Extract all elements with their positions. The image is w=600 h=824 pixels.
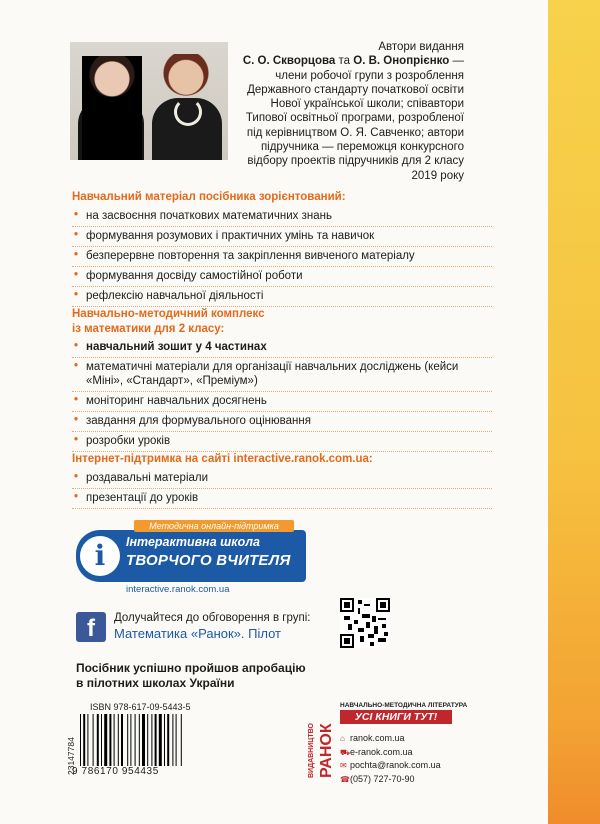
section2-list [72,338,492,452]
barcode-icon [78,714,218,766]
section1-heading: Навчальний матеріал посібника зорієнтований: [72,191,346,203]
barcode-number: 9 786170 954435 [72,766,159,777]
authors-line: члени робочої групи з розроблення [275,69,464,82]
authors-intro: Автори видання [378,41,464,53]
home-icon: ⌂ [340,734,345,743]
authors-line: 2019 року [411,169,464,182]
section2-heading: Навчально-методичний комплекс із математики для 2 класу: [72,308,265,335]
list-item: • роздавальні матеріали [72,469,492,489]
list-item: • завдання для формувального оцінювання [72,412,492,432]
facebook-icon[interactable]: f [76,612,106,642]
list-item: • рефлексію навчальної діяльності [72,287,492,307]
badge-url[interactable]: interactive.ranok.com.ua [126,584,230,595]
badge-top-label: Методична онлайн-підтримка [134,520,294,532]
badge-line1: Інтерактивна школа [126,535,260,549]
list-item: • презентації до уроків [72,489,492,509]
publisher-tagline: НАВЧАЛЬНО-МЕТОДИЧНА ЛІТЕРАТУРА [340,702,468,709]
section1-list [72,207,492,307]
side-stripe [548,0,600,824]
facebook-group-link[interactable]: Математика «Ранок». Пілот [114,626,281,641]
phone-icon: ☎ [340,774,350,784]
authors-names: С. О. Скворцова та О. В. Онопрієнко — [242,55,464,68]
list-item: • формування досвіду самостійної роботи [72,267,492,287]
contact-item[interactable]: ⌂ ranok.com.ua [340,732,441,746]
list-item: • розробки уроків [72,432,492,452]
qr-code-icon[interactable] [340,598,390,648]
publisher-slogan: УСІ КНИГИ ТУТ! [340,710,452,724]
contact-item[interactable]: ✉ pochta@ranok.com.ua [340,759,441,773]
publisher-logo: ВИДАВНИЦТВО РАНОК [308,723,335,778]
authors-line: Типової освітньої програми, розробленої [245,112,464,125]
list-item: • формування розумових і практичних умінь та навичок [72,227,492,247]
isbn-text: ISBN 978-617-09-5443-5 [90,702,191,712]
authors-line: відбору проектів підручників для 2 класу [247,155,464,168]
badge-line2: ТВОРЧОГО ВЧИТЕЛЯ [126,552,291,569]
publisher-contacts [340,732,441,786]
section3-list [72,469,492,509]
contact-item[interactable]: ⛟e-ranok.com.ua [340,746,441,760]
badge-body [76,530,306,582]
i-logo-icon: і [80,536,120,576]
facebook-join-text: Долучайтеся до обговорення в групі: [114,612,311,624]
authors-line: під керівництвом О. Я. Савченко; автори [246,126,464,139]
list-item: • навчальний зошит у 4 частинах [72,338,492,358]
authors-line: Нової української школи; співавтори [270,98,464,111]
contact-item[interactable]: ☎(057) 727-70-90 [340,773,441,787]
cart-icon: ⛟ [340,747,351,757]
barcode-vertical-number: 23147784 [66,737,76,775]
authors-line: Державного стандарту початкової освіти [247,83,464,96]
list-item: • на засвоєння початкових математичних знань [72,207,492,227]
mail-icon: ✉ [340,761,347,770]
interactive-school-badge[interactable] [72,518,308,596]
list-item: • безперервне повторення та закріплення вивченого матеріалу [72,247,492,267]
authors-text [234,40,464,183]
list-item: • моніторинг навчальних досягнень [72,392,492,412]
authors-photo [70,42,228,160]
approbation-text: Посібник успішно пройшов апробацію в пілотних школах України [76,661,306,690]
section3-heading: Інтернет-підтримка на сайті interactive.ranok.com.ua: [72,453,373,465]
authors-line: підручника — переможця конкурсного [260,141,464,154]
list-item: • математичні матеріали для організації навчальних досліджень (кейси «Міні», «Стандарт», «Преміум») [72,358,492,392]
